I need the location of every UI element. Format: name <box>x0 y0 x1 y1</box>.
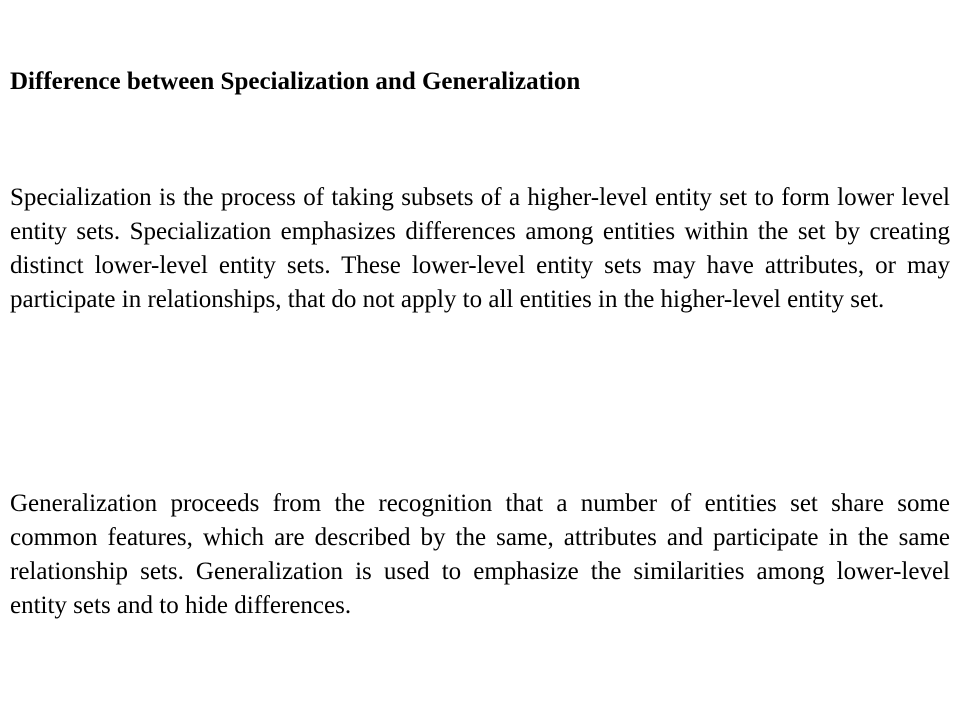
generalization-paragraph: Generalization proceeds from the recognition that a number of entities set share some common features, which are described by the same, attributes and participate in the same relationship sets. Generalization is used to emphasize the similarities among lower-level entity sets and to hide differences. <box>10 490 950 619</box>
slide <box>10 0 950 720</box>
slide-title: Difference between Specialization and Generalization <box>10 68 581 95</box>
specialization-paragraph: Specialization is the process of taking subsets of a higher-level entity set to form lower level entity sets. Specialization emphasizes differences among entities within the set by creating distinct lower-level entity sets. These lower-level entity sets may have attributes, or may participate in relationships, that do not apply to all entities in the higher-level entity set. <box>10 184 950 313</box>
